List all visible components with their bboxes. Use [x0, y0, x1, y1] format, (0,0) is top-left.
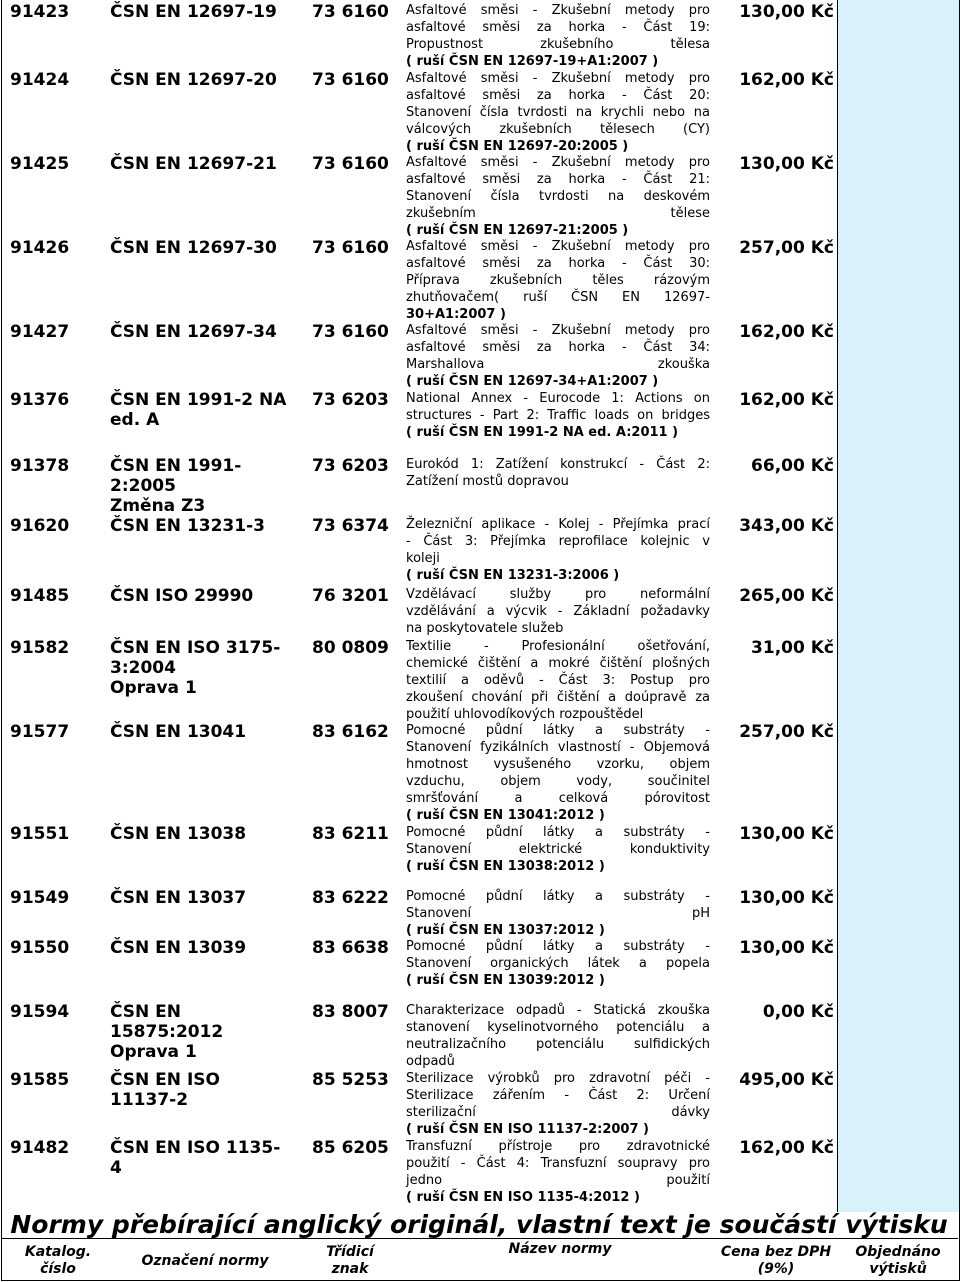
norm-name-line: Železniční aplikace - Kolej - Přejímka prací: [406, 517, 710, 532]
catalog-number: 91551: [10, 824, 70, 844]
norm-name-line: Asfaltové směsi - Zkušební metody pro: [406, 239, 710, 254]
norm-name-line: koleji: [406, 551, 440, 566]
norm-designation: [110, 1070, 305, 1110]
norm-designation-line: ČSN EN 13037: [110, 888, 247, 908]
catalog-number: 91485: [10, 586, 70, 606]
replaces-note: ( ruší ČSN EN ISO 1135-4:2012 ): [406, 1190, 640, 1205]
norm-designation-line: ČSN EN 1991-2 NA: [110, 390, 287, 410]
norm-name: [406, 322, 710, 390]
norm-name-line: Stanovení čísla tvrdosti na deskovém: [406, 189, 710, 204]
norm-name-line: vzduchu, objem vody, součinitel: [406, 774, 710, 789]
class-code: 83 6222: [312, 888, 389, 908]
norm-name-line: smršťování a celková pórovitost: [406, 791, 710, 806]
header-ordered-copies: Objednáno výtisků: [855, 1244, 941, 1277]
price: 130,00 Kč: [739, 888, 834, 908]
price: 66,00 Kč: [751, 456, 834, 476]
norm-designation-line: 15875:2012: [110, 1022, 224, 1042]
norm-name-line: Příprava zkušebních těles rázovým: [406, 273, 710, 288]
norm-designation-line: ČSN EN 13039: [110, 938, 247, 958]
norm-name: [406, 70, 710, 155]
replaces-note: ( ruší ČSN EN 12697-20:2005 ): [406, 139, 629, 154]
norm-name-line: Zatížení mostů dopravou: [406, 474, 569, 489]
norm-designation-line: Oprava 1: [110, 1042, 197, 1062]
norm-designation-line: ČSN ISO 29990: [110, 586, 254, 606]
replaces-note: ( ruší ČSN EN 13231-3:2006 ): [406, 568, 620, 583]
norm-designation-line: ČSN EN ISO 1135-: [110, 1138, 281, 1158]
class-code: 73 6374: [312, 516, 389, 536]
catalog-number: 91426: [10, 238, 70, 258]
norm-name-line: Pomocné půdní látky a substráty -: [406, 889, 710, 904]
norm-name: [406, 2, 710, 70]
norm-name: [406, 888, 710, 939]
header-class-code: Třídicí znak: [326, 1244, 374, 1277]
norm-name: [406, 1138, 710, 1206]
norm-designation: [110, 238, 305, 258]
catalog-number: 91594: [10, 1002, 70, 1022]
norm-designation: [110, 938, 305, 958]
norm-designation-line: 3:2004: [110, 658, 176, 678]
norm-name: [406, 516, 710, 584]
norm-designation: [110, 638, 305, 698]
norm-designation-line: ed. A: [110, 410, 160, 430]
norm-designation-line: ČSN EN: [110, 1002, 182, 1022]
replaces-note: 30+A1:2007 ): [406, 307, 506, 322]
price: 495,00 Kč: [739, 1070, 834, 1090]
order-column[interactable]: [837, 0, 959, 1212]
norm-name-line: Stanovení čísla tvrdosti na krychli nebo na: [406, 105, 710, 120]
norm-designation: [110, 154, 305, 174]
norm-name-line: asfaltové směsi za horka - Část 20:: [406, 88, 710, 103]
price: 162,00 Kč: [739, 390, 834, 410]
norm-designation: [110, 456, 305, 516]
price: 0,00 Kč: [762, 1002, 834, 1022]
norm-name-line: Charakterizace odpadů - Statická zkouška: [406, 1003, 710, 1018]
norm-name-line: Pomocné půdní látky a substráty -: [406, 825, 710, 840]
catalog-number: 91550: [10, 938, 70, 958]
norm-name-line: jedno použití: [406, 1173, 710, 1188]
norm-designation-line: ČSN EN 12697-34: [110, 322, 277, 342]
norm-name-line: structures - Part 2: Traffic loads on bridges: [406, 408, 710, 423]
class-code: 83 6211: [312, 824, 389, 844]
norm-designation: [110, 824, 305, 844]
class-code: 80 0809: [312, 638, 389, 658]
class-code: 73 6160: [312, 238, 389, 258]
price: 130,00 Kč: [739, 938, 834, 958]
norm-name: [406, 638, 710, 723]
norm-name-line: Asfaltové směsi - Zkušební metody pro: [406, 3, 710, 18]
price: 130,00 Kč: [739, 824, 834, 844]
norm-name-line: sterilizační dávky: [406, 1105, 710, 1120]
norm-name-line: Asfaltové směsi - Zkušební metody pro: [406, 71, 710, 86]
replaces-note: ( ruší ČSN EN 12697-21:2005 ): [406, 223, 629, 238]
norm-designation-line: ČSN EN 1991-: [110, 456, 242, 476]
norm-name-line: Asfaltové směsi - Zkušební metody pro: [406, 155, 710, 170]
replaces-note: ( ruší ČSN EN 13041:2012 ): [406, 808, 605, 823]
norm-designation-line: ČSN EN 12697-19: [110, 2, 277, 22]
class-code: 73 6160: [312, 70, 389, 90]
norm-designation: [110, 322, 305, 342]
norm-designation-line: ČSN EN 13041: [110, 722, 247, 742]
norm-name: [406, 1070, 710, 1138]
replaces-note: ( ruší ČSN EN 1991-2 NA ed. A:2011 ): [406, 425, 679, 440]
replaces-note: ( ruší ČSN EN ISO 11137-2:2007 ): [406, 1122, 649, 1137]
norm-name-line: Stanovení organických látek a popela: [406, 956, 710, 971]
norm-name-line: stanovení kyselinotvorného potenciálu a: [406, 1020, 710, 1035]
header-price: Cena bez DPH (9%): [720, 1244, 832, 1277]
catalog-number: 91427: [10, 322, 70, 342]
header-divider: [1, 1238, 958, 1239]
class-code: 83 8007: [312, 1002, 389, 1022]
norm-name: [406, 586, 710, 637]
norm-designation: [110, 2, 305, 22]
norm-name-line: Vzdělávací služby pro neformální: [406, 587, 710, 602]
norm-name-line: hmotnost vysušeného vzorku, objem: [406, 757, 710, 772]
norm-name-line: asfaltové směsi za horka - Část 34:: [406, 340, 710, 355]
norm-designation-line: ČSN EN 12697-21: [110, 154, 277, 174]
norm-name-line: Asfaltové směsi - Zkušební metody pro: [406, 323, 710, 338]
norm-designation: [110, 70, 305, 90]
catalog-number: 91378: [10, 456, 70, 476]
norm-name-line: vzdělávání a výcvik - Základní požadavky: [406, 604, 710, 619]
norm-designation-line: 4: [110, 1158, 122, 1178]
norm-designation-line: 11137-2: [110, 1090, 189, 1110]
norm-name-line: Sterilizace zářením - Část 2: Určení: [406, 1088, 710, 1103]
norm-name: [406, 1002, 710, 1070]
norm-name: [406, 722, 710, 824]
section-title: Normy přebírající anglický originál, vlastní text je součástí výtisku: [10, 1210, 948, 1239]
catalog-number: 91549: [10, 888, 70, 908]
norm-name: [406, 456, 710, 490]
norm-designation-line: Oprava 1: [110, 678, 197, 698]
norm-name-line: Stanovení elektrické konduktivity: [406, 842, 710, 857]
class-code: 73 6160: [312, 322, 389, 342]
norm-name: [406, 238, 710, 323]
norm-designation: [110, 516, 305, 536]
norm-name-line: neutralizačního potenciálu sulfidických: [406, 1037, 710, 1052]
class-code: 76 3201: [312, 586, 389, 606]
header-norm-designation: Označení normy: [141, 1253, 269, 1269]
norm-name-line: Textilie - Profesionální ošetřování,: [406, 639, 710, 654]
catalog-number: 91424: [10, 70, 70, 90]
price: 265,00 Kč: [739, 586, 834, 606]
norm-name-line: zhutňovačem( ruší ČSN EN 12697-: [406, 290, 710, 305]
norm-designation-line: ČSN EN 12697-20: [110, 70, 277, 90]
norm-designation: [110, 390, 305, 430]
norm-name-line: Stanovení fyzikálních vlastností - Objemová: [406, 740, 710, 755]
class-code: 73 6160: [312, 2, 389, 22]
class-code: 85 6205: [312, 1138, 389, 1158]
header-norm-name: Název normy: [508, 1241, 612, 1257]
norm-designation: [110, 888, 305, 908]
class-code: 83 6638: [312, 938, 389, 958]
norm-designation: [110, 722, 305, 742]
norm-designation: [110, 586, 305, 606]
norm-name-line: Transfuzní přístroje pro zdravotnické: [406, 1139, 710, 1154]
norm-name: [406, 824, 710, 875]
price: 162,00 Kč: [739, 70, 834, 90]
replaces-note: ( ruší ČSN EN 13038:2012 ): [406, 859, 605, 874]
catalog-number: 91376: [10, 390, 70, 410]
norm-name-line: použití uhlovodíkových rozpouštědel: [406, 707, 644, 722]
price: 130,00 Kč: [739, 2, 834, 22]
catalog-number: 91582: [10, 638, 70, 658]
price: 162,00 Kč: [739, 1138, 834, 1158]
norm-name-line: Pomocné půdní látky a substráty -: [406, 723, 710, 738]
norm-designation: [110, 1138, 305, 1178]
catalog-number: 91482: [10, 1138, 70, 1158]
norm-name-line: asfaltové směsi za horka - Část 30:: [406, 256, 710, 271]
norm-designation-line: ČSN EN ISO 3175-: [110, 638, 281, 658]
norm-designation-line: Změna Z3: [110, 496, 206, 516]
norm-name: [406, 390, 710, 441]
norm-name-line: Propustnost zkušebního tělesa: [406, 37, 710, 52]
norm-name-line: chemické čištění a mokré čištění plošných: [406, 656, 710, 671]
replaces-note: ( ruší ČSN EN 13037:2012 ): [406, 923, 605, 938]
class-code: 73 6160: [312, 154, 389, 174]
norm-name: [406, 938, 710, 989]
norm-name-line: válcových zkušebních tělesech (CY): [406, 122, 710, 137]
price: 257,00 Kč: [739, 722, 834, 742]
class-code: 83 6162: [312, 722, 389, 742]
norm-designation-line: 2:2005: [110, 476, 176, 496]
catalog-number: 91577: [10, 722, 70, 742]
class-code: 73 6203: [312, 456, 389, 476]
price: 31,00 Kč: [751, 638, 834, 658]
norm-name-line: Eurokód 1: Zatížení konstrukcí - Část 2:: [406, 457, 710, 472]
price: 343,00 Kč: [739, 516, 834, 536]
norm-name-line: Pomocné půdní látky a substráty -: [406, 939, 710, 954]
norm-name-line: National Annex - Eurocode 1: Actions on: [406, 391, 710, 406]
catalog-number: 91585: [10, 1070, 70, 1090]
norm-name-line: asfaltové směsi za horka - Část 21:: [406, 172, 710, 187]
class-code: 73 6203: [312, 390, 389, 410]
norm-designation-line: ČSN EN 12697-30: [110, 238, 277, 258]
norm-name-line: zkoušení chování při čištění a doúpravě za: [406, 690, 710, 705]
norm-name-line: asfaltové směsi za horka - Část 19:: [406, 20, 710, 35]
norm-name-line: Stanovení pH: [406, 906, 710, 921]
norm-designation-line: ČSN EN ISO: [110, 1070, 220, 1090]
norm-name-line: Marshallova zkouška: [406, 357, 710, 372]
norm-designation-line: ČSN EN 13038: [110, 824, 247, 844]
norm-name-line: odpadů: [406, 1054, 455, 1069]
norm-designation: [110, 1002, 305, 1062]
norm-name-line: použití - Část 4: Transfuzní soupravy pro: [406, 1156, 710, 1171]
catalog-number: 91620: [10, 516, 70, 536]
price: 130,00 Kč: [739, 154, 834, 174]
norm-name: [406, 154, 710, 239]
replaces-note: ( ruší ČSN EN 12697-34+A1:2007 ): [406, 374, 659, 389]
catalog-number: 91425: [10, 154, 70, 174]
catalog-number: 91423: [10, 2, 70, 22]
norm-name-line: zkušebním tělese: [406, 206, 710, 221]
norm-name-line: Sterilizace výrobků pro zdravotní péči -: [406, 1071, 710, 1086]
norm-name-line: - Část 3: Přejímka reprofilace kolejnic v: [406, 534, 710, 549]
norm-designation-line: ČSN EN 13231-3: [110, 516, 265, 536]
price: 257,00 Kč: [739, 238, 834, 258]
replaces-note: ( ruší ČSN EN 12697-19+A1:2007 ): [406, 54, 659, 69]
header-catalog-number: Katalog. číslo: [24, 1244, 92, 1277]
price: 162,00 Kč: [739, 322, 834, 342]
class-code: 85 5253: [312, 1070, 389, 1090]
norm-name-line: na poskytovatele služeb: [406, 621, 564, 636]
replaces-note: ( ruší ČSN EN 13039:2012 ): [406, 973, 605, 988]
norm-name-line: textilií a oděvů - Část 3: Postup pro: [406, 673, 710, 688]
